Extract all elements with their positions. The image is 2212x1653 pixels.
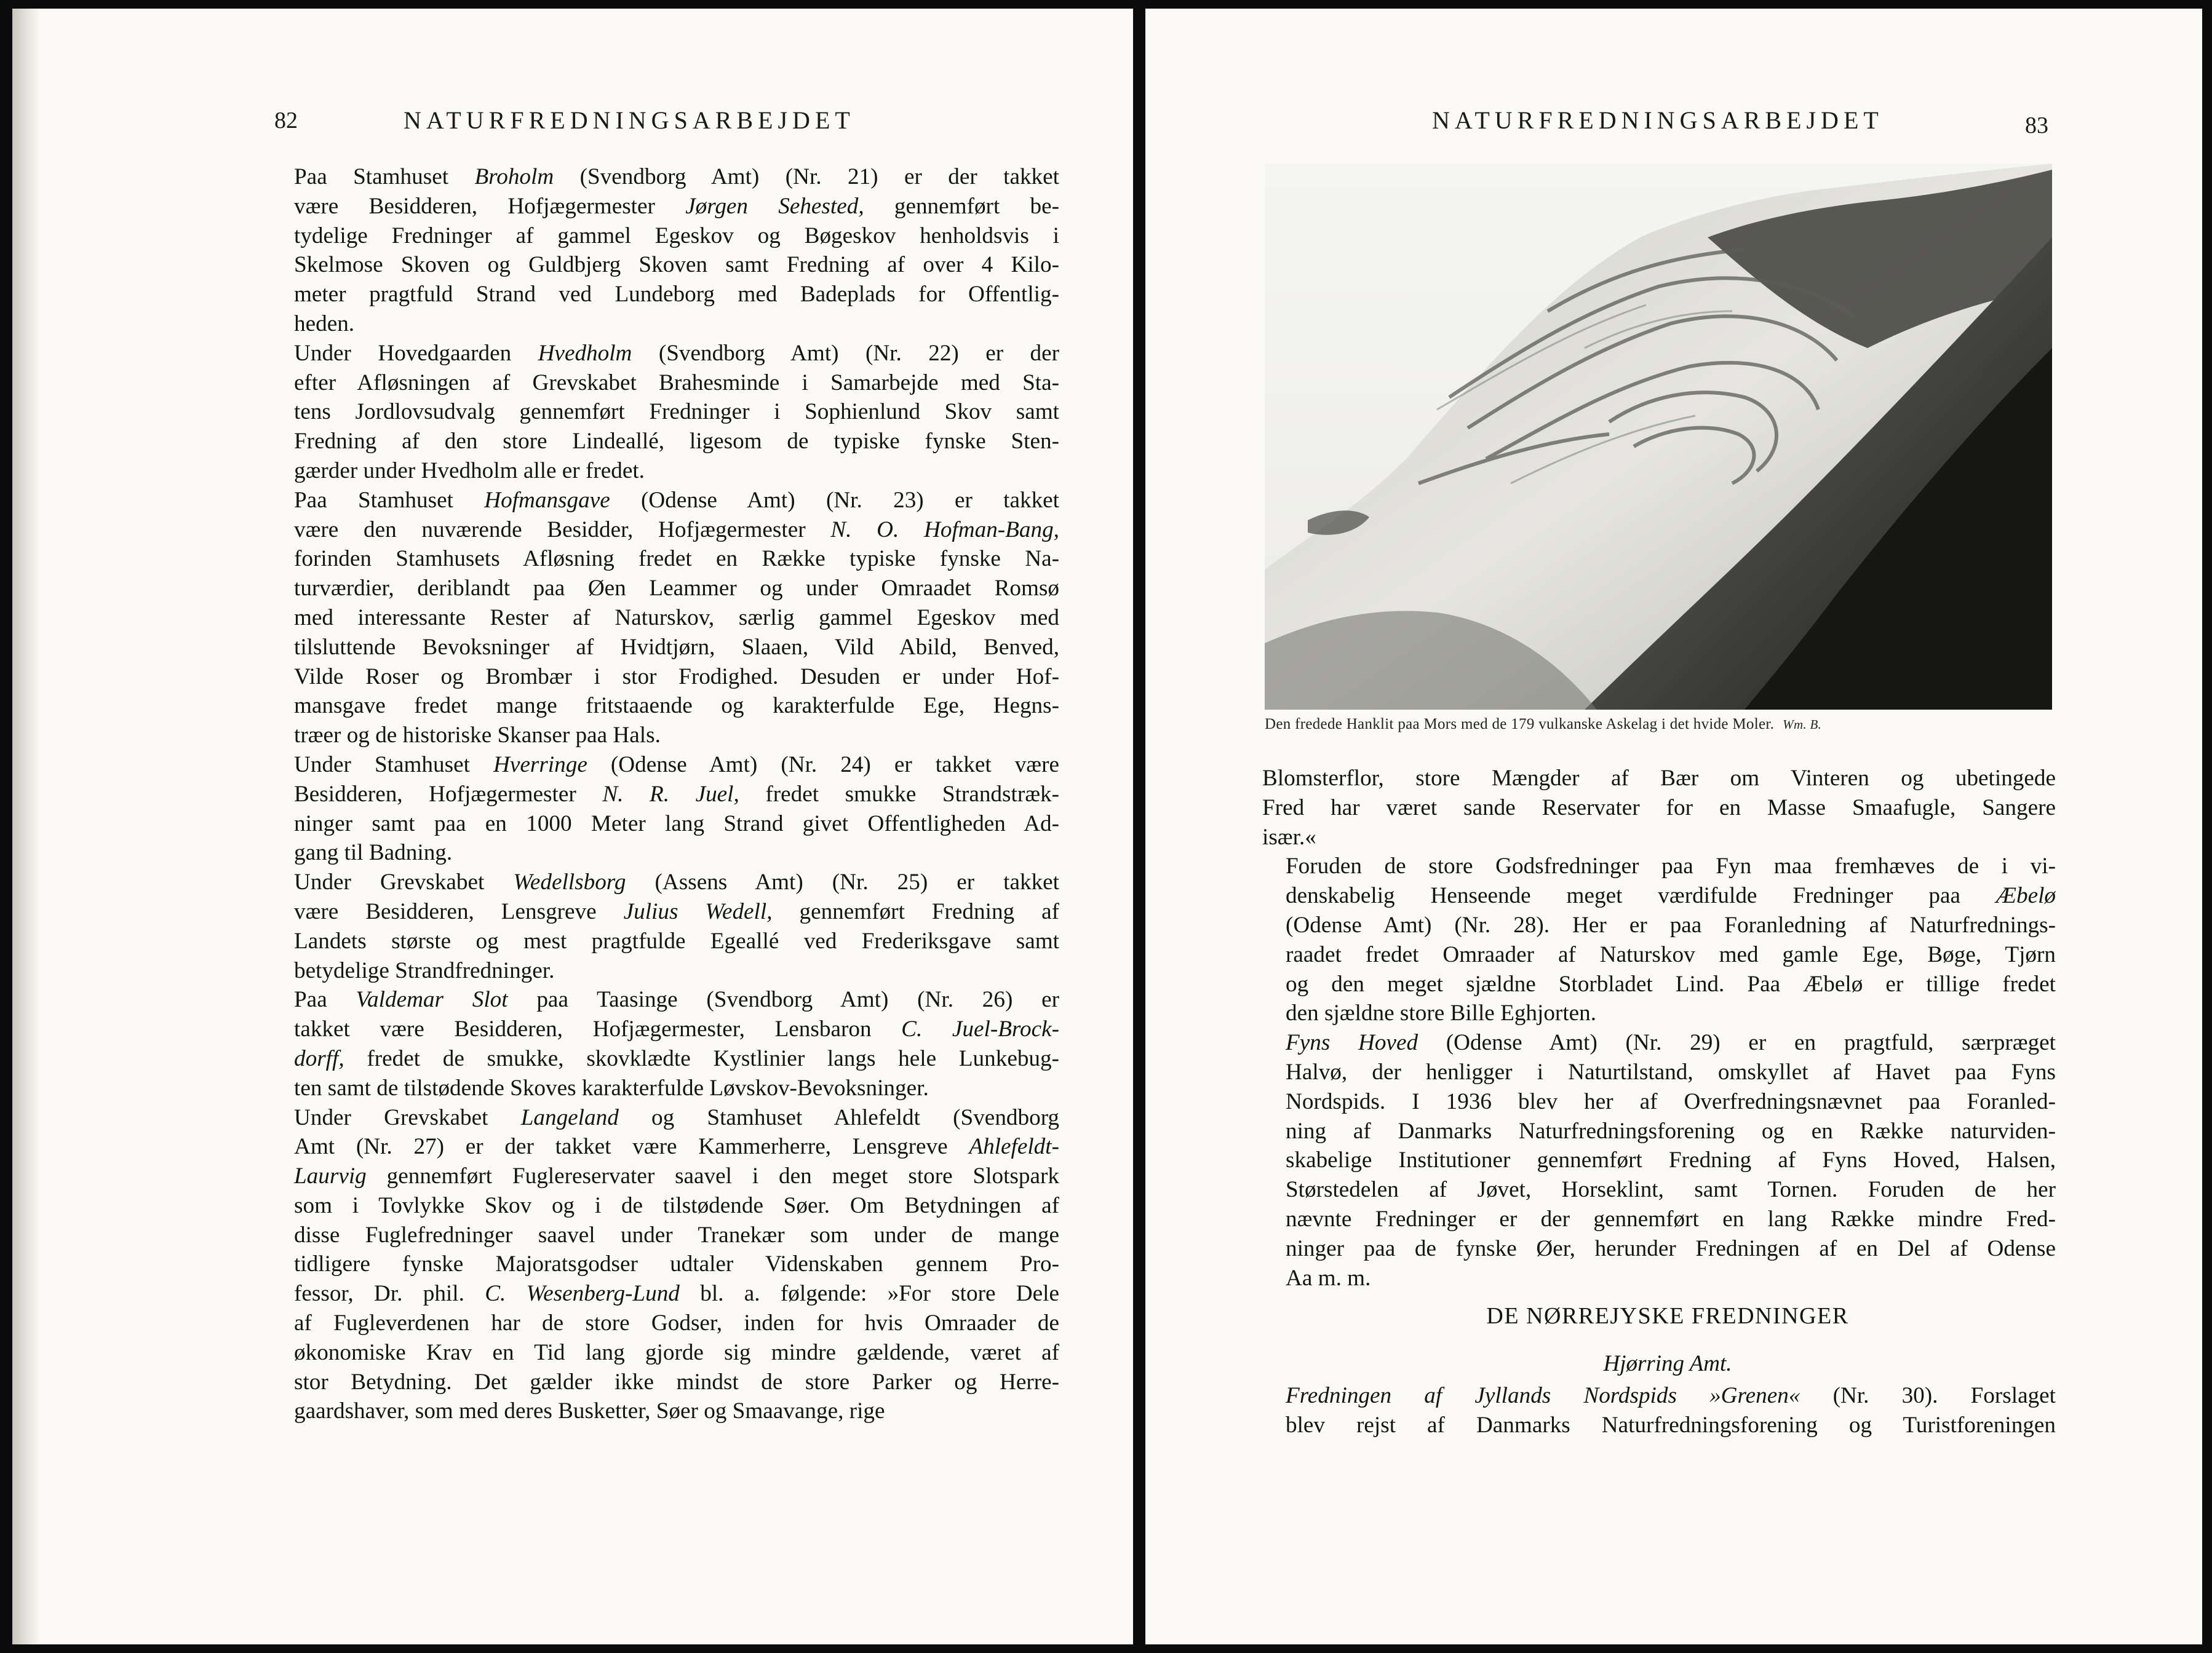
paragraph [1262,764,2056,852]
photo-caption [1265,716,2064,733]
text-line: Aa m. m. [1286,1265,1371,1291]
text-line: være Besidderen, Hofjægermester Jørgen Sehested, gennemført be- [294,193,1059,219]
page-number-right: 83 [2025,113,2048,138]
text-line: tydelige Fredninger af gammel Egeskov og Bøgeskov henholdsvis i [294,223,1059,248]
text-line: gaardshaver, som med deres Busketter, Søer og Smaavange, rige [294,1398,885,1424]
text-line: ninger paa de fynske Øer, herunder Fredningen af en Del af Odense [1286,1235,2056,1261]
text-line: gang til Badning. [294,840,453,866]
text-line: være den nuværende Besidder, Hofjægermester N. O. Hofman-Bang, [294,517,1059,542]
page-number-left: 82 [274,108,298,133]
text-line: Foruden de store Godsfredninger paa Fyn maa fremhæves de i vi- [1286,854,2056,879]
text-line: af Fugleverdenen har de store Godser, inden for hvis Omraader de [294,1310,1059,1336]
text-line: Vilde Roser og Brombær i stor Frodighed. Desuden er under Hof- [294,664,1059,689]
text-line: gærder under Hvedholm alle er fredet. [294,458,645,483]
section-heading-text: DE NØRREJYSKE FREDNINGER [1486,1303,1849,1329]
text-line: skabelige Institutioner gennemført Fredning af Fyns Hoved, Halsen, [1286,1148,2056,1173]
text-line: Nordspids. I 1936 blev her af Overfredningsnævnet paa Foranled- [1286,1088,2056,1114]
paragraph [271,339,1059,486]
text-line: betydelige Strandfredninger. [294,957,555,983]
paragraph [271,486,1059,750]
text-line: denskabelig Henseende meget værdifulde Fredninger paa Æbelø [1286,883,2056,909]
text-line: turværdier, deriblandt paa Øen Leammer og under Omraadet Romsø [294,576,1059,601]
text-line: Under Stamhuset Hverringe (Odense Amt) (Nr. 24) er takket være [294,751,1059,777]
text-line: Under Grevskabet Wedellsborg (Assens Amt) (Nr. 25) er takket [294,870,1059,895]
text-line: ninger samt paa en 1000 Meter lang Strand givet Offentligheden Ad- [294,811,1059,836]
text-line: træer og de historiske Skanser paa Hals. [294,723,661,748]
text-line: Paa Stamhuset Hofmansgave (Odense Amt) (Nr. 23) er takket [294,487,1059,513]
text-line: økonomiske Krav en Tid lang gjorde sig mindre gældende, været af [294,1339,1059,1365]
text-line: forinden Stamhusets Afløsning fredet en Række typiske fynske Na- [294,546,1059,572]
paragraph [1262,1381,2056,1440]
paragraph [271,750,1059,868]
text-line: tens Jordlovsudvalg gennemført Fredninger i Sophienlund Skov samt [294,399,1059,425]
text-line: Laurvig gennemført Fuglereservater saavel i den meget store Slotspark [294,1163,1059,1189]
text-line: Blomsterflor, store Mængder af Bær om Vinteren og ubetingede [1262,766,2056,791]
text-line: (Odense Amt) (Nr. 28). Her er paa Foranledning af Naturfrednings- [1286,912,2056,938]
paragraph [1262,852,2056,1028]
text-line: tidligere fynske Majoratsgodser udtaler Videnskaben gennem Pro- [294,1251,1059,1277]
page-edge-shadow [12,9,41,1644]
text-line: Besidderen, Hofjægermester N. R. Juel, fredet smukke Strandstræk- [294,781,1059,807]
text-line: nævnte Fredninger er der gennemført en lang Række mindre Fred- [1286,1206,2056,1232]
text-line: stor Betydning. Det gælder ikke mindst de store Parker og Herre- [294,1369,1059,1395]
sub-heading [1145,1350,2202,1377]
text-line: ten samt de tilstødende Skoves karakterfulde Løvskov-Bevoksninger. [294,1075,929,1101]
text-line: som i Tovlykke Skov og i de tilstødende Søer. Om Betydningen af [294,1192,1059,1218]
paragraph [271,162,1059,339]
text-line: Paa Stamhuset Broholm (Svendborg Amt) (Nr. 21) er der takket [294,164,1059,189]
text-line: Skelmose Skoven og Guldbjerg Skoven samt Fredning af over 4 Kilo- [294,252,1059,278]
text-line: Fredningen af Jyllands Nordspids »Grenen« (Nr. 30). Forslaget [1286,1383,2056,1408]
photo-caption-text: Den fredede Hanklit paa Mors med de 179 vulkanske Askelag i det hvide Moler. [1265,716,1775,732]
paragraph [271,1103,1059,1427]
text-line: disse Fuglefredninger saavel under Tranekær som under de mange [294,1222,1059,1248]
text-line: være Besidderen, Lensgreve Julius Wedell, gennemført Fredning af [294,898,1059,924]
text-line: Under Hovedgaarden Hvedholm (Svendborg Amt) (Nr. 22) er der [294,340,1059,366]
text-line: meter pragtfuld Strand ved Lundeborg med Badeplads for Offentlig- [294,282,1059,307]
text-line: Fredning af den store Lindeallé, ligesom de typiske fynske Sten- [294,429,1059,454]
cliff-photograph [1265,164,2052,710]
text-line: især.« [1262,824,1316,850]
text-line: og den meget sjældne Storbladet Lind. Paa Æbelø er tillige fredet [1286,971,2056,997]
text-line: Paa Valdemar Slot paa Taasinge (Svendborg Amt) (Nr. 26) er [294,987,1059,1013]
running-head-right: NATURFREDNINGSARBEJDET [1432,106,1884,134]
text-line: raadet fredet Omraader af Naturskov med gamle Ege, Bøge, Tjørn [1286,941,2056,967]
text-line: ning af Danmarks Naturfredningsforening og en Række naturviden- [1286,1118,2056,1144]
text-line: blev rejst af Danmarks Naturfredningsforening og Turistforeningen [1286,1412,2056,1438]
text-line: dorff, fredet de smukke, skovklædte Kystlinier langs hele Lunkebug- [294,1045,1059,1071]
paragraph [271,985,1059,1103]
text-line: heden. [294,311,355,336]
text-line: efter Afløsningen af Grevskabet Brahesminde i Samarbejde med Sta- [294,370,1059,395]
paragraph [271,868,1059,985]
cliff-photo-illustration [1265,164,2052,710]
text-line: Landets største og mest pragtfulde Egeallé ved Frederiksgave samt [294,928,1059,954]
right-page [1145,9,2202,1644]
text-line: Halvø, der henligger i Naturtilstand, omskyllet af Havet paa Fyns [1286,1059,2056,1085]
paragraph [1262,1028,2056,1293]
text-line: fessor, Dr. phil. C. Wesenberg-Lund bl. a. følgende: »For store Dele [294,1281,1060,1307]
text-line: mansgave fredet mange fritstaaende og karakterfulde Ege, Hegns- [294,693,1059,719]
sub-heading-text: Hjørring Amt. [1603,1351,1732,1376]
text-line: Amt (Nr. 27) er der takket være Kammerherre, Lensgreve Ahlefeldt- [294,1134,1059,1160]
text-line: takket være Besidderen, Hofjægermester, Lensbaron C. Juel-Brock- [294,1017,1060,1042]
photo-credit: Wm. B. [1783,717,1822,732]
left-body-text [271,162,1059,1426]
text-line: Størstedelen af Jøvet, Horseklint, samt Tornen. Foruden de her [1286,1177,2056,1203]
right-body-text [1262,764,2056,1293]
text-line: tilsluttende Bevoksninger af Hvidtjørn, Slaaen, Vild Abild, Benved, [294,634,1059,660]
left-page [12,9,1133,1644]
final-paragraph [1262,1381,2056,1440]
text-line: med interessante Rester af Naturskov, særlig gammel Egeskov med [294,605,1059,630]
running-head-left: NATURFREDNINGSARBEJDET [404,106,855,134]
section-heading [1145,1302,2202,1330]
text-line: Fred har været sande Reservater for en Masse Smaafugle, Sangere [1262,795,2056,820]
text-line: Fyns Hoved (Odense Amt) (Nr. 29) er en pragtfuld, særpræget [1286,1030,2056,1056]
text-line: den sjældne store Bille Eghjorten. [1286,1001,1597,1026]
text-line: Under Grevskabet Langeland og Stamhuset Ahlefeldt (Svendborg [294,1104,1059,1130]
